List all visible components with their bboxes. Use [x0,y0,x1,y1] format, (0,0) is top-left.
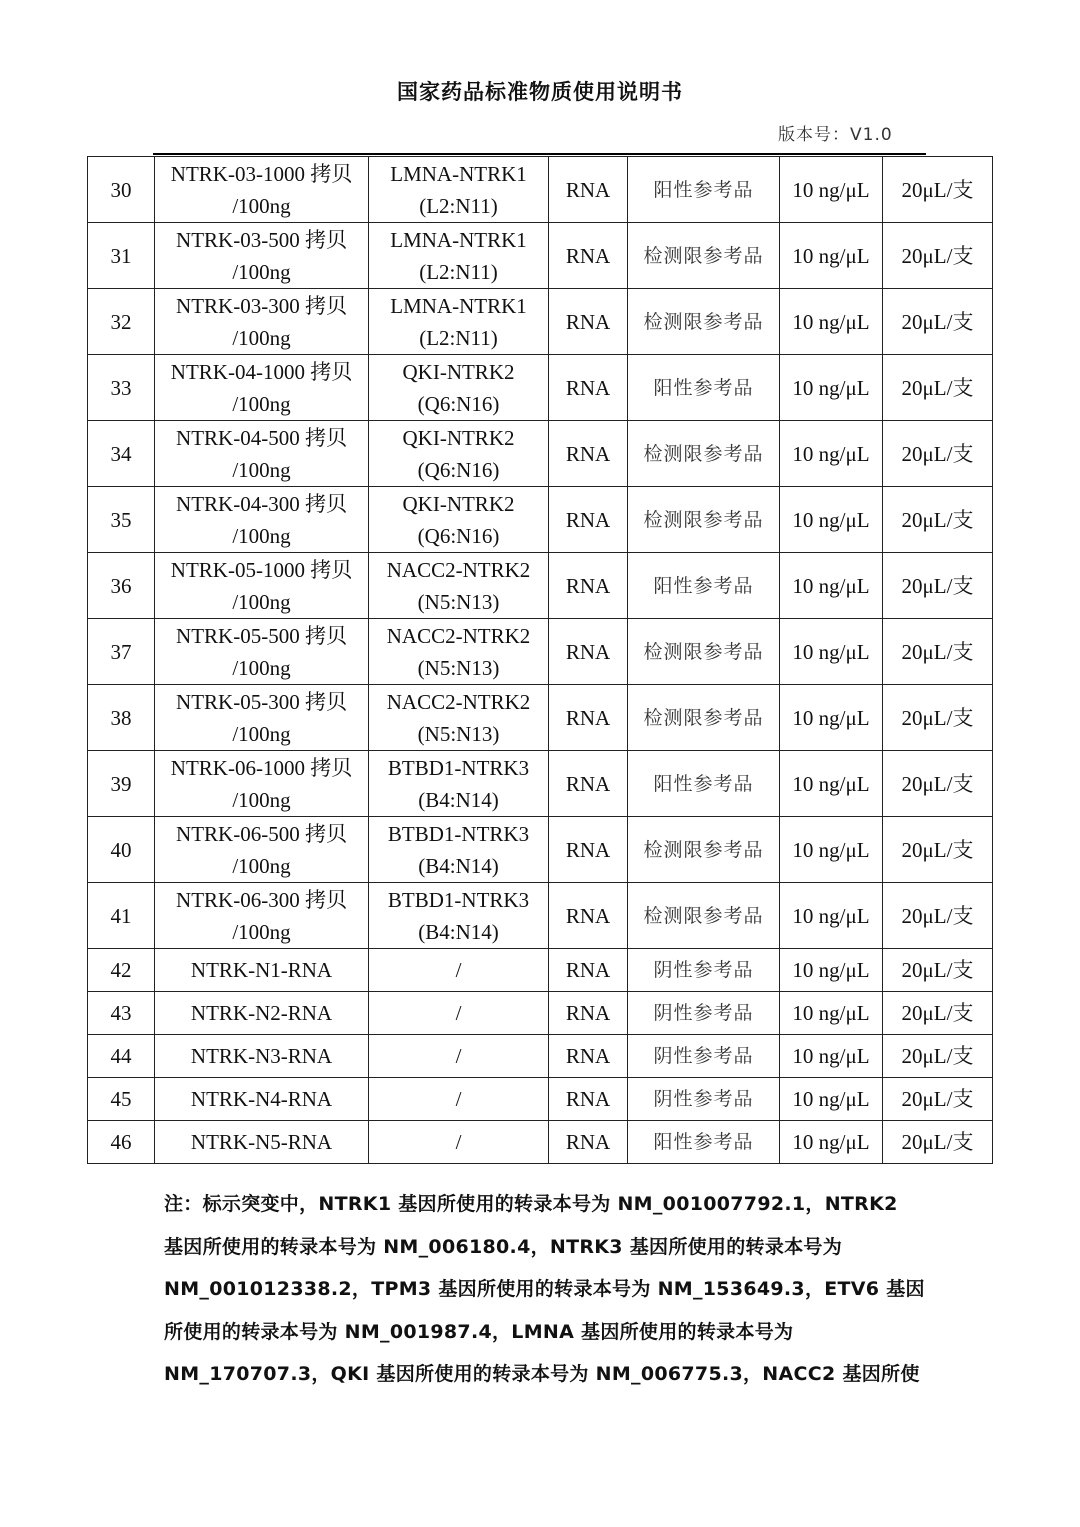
fusion-type-cell-text: LMNA-NTRK1 [390,161,527,186]
concentration-cell-text: 10 ng/μL [792,441,870,466]
sample-name-cell [155,949,369,992]
sample-name-cell-text: /100ng [232,259,291,284]
volume-cell [883,817,993,883]
category-cell [628,685,780,751]
volume-cell-text: 20μL/支 [901,903,974,928]
category-cell-text: 检测限参考品 [643,310,764,333]
row-number-cell [88,157,155,223]
table-row [88,289,993,355]
concentration-cell [780,1121,883,1164]
row-number-cell-text: 45 [110,1087,132,1111]
sample-name-cell-text: /100ng [232,325,291,350]
volume-cell-text: 20μL/支 [901,507,974,532]
fusion-type-cell [369,223,549,289]
category-cell [628,883,780,949]
concentration-cell-text: 10 ng/μL [792,639,870,664]
material-type-cell-text: RNA [565,639,611,664]
row-number-cell [88,223,155,289]
concentration-cell-text: 10 ng/μL [792,958,870,982]
category-cell-text: 检测限参考品 [643,904,764,927]
material-type-cell-text: RNA [565,507,611,532]
concentration-cell [780,421,883,487]
row-number-cell [88,751,155,817]
sample-name-cell-text: /100ng [232,457,291,482]
fusion-type-cell-text: (Q6:N16) [417,391,500,416]
category-cell [628,553,780,619]
volume-cell [883,1121,993,1164]
fusion-type-cell-text: (Q6:N16) [417,457,500,482]
sample-name-cell [155,751,369,817]
row-number-cell [88,619,155,685]
category-cell [628,421,780,487]
concentration-cell [780,289,883,355]
concentration-cell-text: 10 ng/μL [792,1001,870,1025]
sample-name-cell-text: NTRK-04-500 拷贝 [176,425,347,450]
sample-name-cell-text: NTRK-03-300 拷贝 [176,293,347,318]
material-type-cell-text: RNA [565,1130,611,1154]
row-number-cell [88,685,155,751]
fusion-type-cell [369,1035,549,1078]
category-cell [628,1035,780,1078]
row-number-cell-text: 43 [110,1001,132,1025]
volume-cell-text: 20μL/支 [901,837,974,862]
concentration-cell [780,1035,883,1078]
material-type-cell-text: RNA [565,1044,611,1068]
volume-cell-text: 20μL/支 [901,177,974,202]
row-number-cell [88,421,155,487]
fusion-type-cell [369,1078,549,1121]
document-title: 国家药品标准物质使用说明书 [397,80,683,104]
row-number-cell-text: 36 [110,573,132,598]
volume-cell-text: 20μL/支 [901,309,974,334]
concentration-cell [780,751,883,817]
material-type-cell-text: RNA [565,705,611,730]
material-type-cell-text: RNA [565,958,611,982]
material-type-cell [549,487,628,553]
fusion-type-cell [369,883,549,949]
volume-cell-text: 20μL/支 [901,1130,974,1154]
fusion-type-cell-text: / [455,1001,462,1025]
sample-name-cell-text: /100ng [232,655,291,680]
volume-cell [883,685,993,751]
category-cell [628,992,780,1035]
sample-name-cell-text: NTRK-04-300 拷贝 [176,491,347,516]
sample-name-cell-text: /100ng [232,853,291,878]
concentration-cell-text: 10 ng/μL [792,837,870,862]
material-type-cell-text: RNA [565,441,611,466]
concentration-cell [780,685,883,751]
fusion-type-cell-text: QKI-NTRK2 [402,359,515,384]
category-cell [628,487,780,553]
sample-name-cell-text: NTRK-06-300 拷贝 [176,887,347,912]
footnote [164,1183,925,1396]
row-number-cell [88,289,155,355]
table-row [88,1035,993,1078]
concentration-cell [780,553,883,619]
material-type-cell [549,421,628,487]
table-row [88,992,993,1035]
fusion-type-cell-text: / [455,958,462,982]
material-type-cell [549,355,628,421]
material-type-cell [549,619,628,685]
sample-name-cell [155,421,369,487]
concentration-cell [780,223,883,289]
fusion-type-cell-text: QKI-NTRK2 [402,491,515,516]
category-cell-text: 检测限参考品 [643,640,764,663]
category-cell [628,1121,780,1164]
sample-name-cell-text: /100ng [232,391,291,416]
concentration-cell [780,487,883,553]
row-number-cell-text: 44 [110,1044,132,1068]
fusion-type-cell [369,992,549,1035]
sample-name-cell [155,992,369,1035]
fusion-type-cell-text: (B4:N14) [418,853,499,878]
volume-cell [883,355,993,421]
sample-name-cell-text: /100ng [232,721,291,746]
table-row [88,1078,993,1121]
row-number-cell-text: 32 [110,309,132,334]
volume-cell-text: 20μL/支 [901,1044,974,1068]
row-number-cell [88,1078,155,1121]
material-type-cell [549,1078,628,1121]
volume-cell-text: 20μL/支 [901,705,974,730]
sample-name-cell-text: NTRK-05-500 拷贝 [176,623,347,648]
volume-cell-text: 20μL/支 [901,958,974,982]
material-type-cell [549,817,628,883]
fusion-type-cell-text: (N5:N13) [417,655,500,680]
volume-cell-text: 20μL/支 [901,639,974,664]
category-cell [628,949,780,992]
material-type-cell-text: RNA [565,573,611,598]
material-type-cell [549,289,628,355]
table-row [88,421,993,487]
concentration-cell-text: 10 ng/μL [792,573,870,598]
row-number-cell [88,949,155,992]
category-cell-text: 阳性参考品 [653,1131,754,1153]
material-type-cell-text: RNA [565,1087,611,1111]
category-cell [628,619,780,685]
concentration-cell-text: 10 ng/μL [792,375,870,400]
sample-name-cell [155,817,369,883]
fusion-type-cell-text: NACC2-NTRK2 [386,623,531,648]
fusion-type-cell [369,817,549,883]
sample-name-cell-text: NTRK-06-1000 拷贝 [170,755,353,780]
footnote-line: 所使用的转录本号为 NM_001987.4，LMNA 基因所使用的转录本号为 [164,1320,794,1343]
concentration-cell [780,992,883,1035]
table-row [88,157,993,223]
row-number-cell [88,992,155,1035]
row-number-cell-text: 41 [110,903,132,928]
fusion-type-cell [369,487,549,553]
fusion-type-cell-text: / [455,1130,462,1154]
material-type-cell-text: RNA [565,837,611,862]
table-row [88,685,993,751]
footnote-line: 注：标示突变中，NTRK1 基因所使用的转录本号为 NM_001007792.1，NTRK2 [164,1193,898,1215]
category-cell-text: 阴性参考品 [653,1002,754,1024]
fusion-type-cell [369,619,549,685]
concentration-cell [780,619,883,685]
fusion-type-cell-text: LMNA-NTRK1 [390,293,527,318]
row-number-cell [88,355,155,421]
sample-name-cell [155,1035,369,1078]
category-cell [628,751,780,817]
header-rule [153,153,926,155]
concentration-cell-text: 10 ng/μL [792,1087,870,1111]
material-type-cell [549,223,628,289]
concentration-cell [780,817,883,883]
material-type-cell-text: RNA [565,309,611,334]
concentration-cell-text: 10 ng/μL [792,309,870,334]
table-row [88,553,993,619]
fusion-type-cell [369,949,549,992]
sample-name-cell-text: /100ng [232,787,291,812]
concentration-cell-text: 10 ng/μL [792,705,870,730]
volume-cell [883,1035,993,1078]
fusion-type-cell-text: (B4:N14) [418,787,499,812]
sample-name-cell-text: NTRK-03-500 拷贝 [176,227,347,252]
sample-name-cell-text: NTRK-05-1000 拷贝 [170,557,353,582]
sample-name-cell [155,883,369,949]
concentration-cell-text: 10 ng/μL [792,507,870,532]
category-cell [628,223,780,289]
sample-name-cell [155,487,369,553]
fusion-type-cell [369,289,549,355]
fusion-type-cell-text: BTBD1-NTRK3 [387,821,530,846]
category-cell-text: 阳性参考品 [653,772,754,795]
volume-cell [883,883,993,949]
volume-cell-text: 20μL/支 [901,243,974,268]
fusion-type-cell-text: (L2:N11) [419,193,498,218]
sample-name-cell-text: /100ng [232,589,291,614]
table-row [88,619,993,685]
table-row [88,883,993,949]
sample-name-cell [155,553,369,619]
row-number-cell-text: 34 [110,441,132,466]
category-cell-text: 检测限参考品 [643,508,764,531]
footnote-line: NM_170707.3，QKI 基因所使用的转录本号为 NM_006775.3，NACC2 基因所使 [164,1363,920,1385]
sample-name-cell-text: NTRK-05-300 拷贝 [176,689,347,714]
fusion-type-cell [369,157,549,223]
material-type-cell-text: RNA [565,771,611,796]
row-number-cell-text: 40 [110,837,132,862]
table-row [88,1121,993,1164]
sample-name-cell [155,289,369,355]
fusion-type-cell-text: NACC2-NTRK2 [386,557,531,582]
sample-name-cell-text: /100ng [232,523,291,548]
volume-cell [883,289,993,355]
fusion-type-cell [369,751,549,817]
sample-name-cell-text: NTRK-N1-RNA [190,958,333,982]
concentration-cell [780,355,883,421]
table-row [88,223,993,289]
category-cell-text: 阴性参考品 [653,959,754,981]
sample-name-cell [155,1121,369,1164]
category-cell [628,817,780,883]
row-number-cell-text: 38 [110,705,132,730]
version-label: 版本号：V1.0 [778,125,893,145]
sample-name-cell-text: NTRK-N4-RNA [190,1087,333,1111]
category-cell-text: 阳性参考品 [653,574,754,597]
sample-name-cell-text: NTRK-04-1000 拷贝 [170,359,353,384]
concentration-cell [780,949,883,992]
concentration-cell [780,1078,883,1121]
category-cell-text: 检测限参考品 [643,706,764,729]
material-type-cell [549,157,628,223]
material-type-cell [549,685,628,751]
footnote-line: 基因所使用的转录本号为 NM_006180.4，NTRK3 基因所使用的转录本号为 [164,1235,843,1258]
volume-cell [883,157,993,223]
sample-name-cell [155,685,369,751]
sample-name-cell-text: NTRK-N3-RNA [190,1044,333,1068]
concentration-cell-text: 10 ng/μL [792,1130,870,1154]
volume-cell-text: 20μL/支 [901,573,974,598]
volume-cell-text: 20μL/支 [901,1001,974,1025]
sample-name-cell-text: /100ng [232,919,291,944]
category-cell [628,1078,780,1121]
table-row [88,817,993,883]
fusion-type-cell-text: QKI-NTRK2 [402,425,515,450]
concentration-cell-text: 10 ng/μL [792,1044,870,1068]
category-cell [628,355,780,421]
row-number-cell-text: 42 [110,958,132,982]
material-type-cell [549,1035,628,1078]
fusion-type-cell [369,421,549,487]
fusion-type-cell-text: (N5:N13) [417,721,500,746]
volume-cell [883,421,993,487]
material-type-cell-text: RNA [565,243,611,268]
material-type-cell-text: RNA [565,177,611,202]
table-row [88,949,993,992]
volume-cell [883,619,993,685]
volume-cell [883,553,993,619]
sample-name-cell-text: NTRK-N5-RNA [190,1130,333,1154]
fusion-type-cell-text: (B4:N14) [418,919,499,944]
volume-cell-text: 20μL/支 [901,375,974,400]
table-row [88,751,993,817]
volume-cell [883,1078,993,1121]
row-number-cell [88,1121,155,1164]
row-number-cell [88,487,155,553]
fusion-type-cell-text: (Q6:N16) [417,523,500,548]
concentration-cell-text: 10 ng/μL [792,903,870,928]
fusion-type-cell-text: BTBD1-NTRK3 [387,755,530,780]
fusion-type-cell-text: LMNA-NTRK1 [390,227,527,252]
category-cell-text: 阴性参考品 [653,1045,754,1067]
row-number-cell-text: 33 [110,375,132,400]
volume-cell-text: 20μL/支 [901,441,974,466]
fusion-type-cell-text: BTBD1-NTRK3 [387,887,530,912]
fusion-type-cell-text: (N5:N13) [417,589,500,614]
fusion-type-cell-text: NACC2-NTRK2 [386,689,531,714]
row-number-cell-text: 46 [110,1130,132,1154]
row-number-cell [88,883,155,949]
material-type-cell-text: RNA [565,903,611,928]
category-cell [628,157,780,223]
fusion-type-cell-text: / [455,1087,462,1111]
table-body [88,157,993,1164]
category-cell-text: 检测限参考品 [643,442,764,465]
sample-name-cell [155,355,369,421]
category-cell-text: 阴性参考品 [653,1088,754,1110]
fusion-type-cell-text: (L2:N11) [419,325,498,350]
concentration-cell [780,157,883,223]
sample-name-cell [155,223,369,289]
row-number-cell-text: 37 [110,639,132,664]
row-number-cell-text: 39 [110,771,132,796]
material-type-cell [549,751,628,817]
material-type-cell [549,883,628,949]
sample-name-cell-text: NTRK-06-500 拷贝 [176,821,347,846]
sample-name-cell [155,619,369,685]
material-type-cell-text: RNA [565,1001,611,1025]
concentration-cell [780,883,883,949]
sample-name-cell-text: /100ng [232,193,291,218]
volume-cell [883,949,993,992]
fusion-type-cell [369,1121,549,1164]
volume-cell-text: 20μL/支 [901,771,974,796]
table-row [88,487,993,553]
volume-cell [883,992,993,1035]
sample-name-cell-text: NTRK-03-1000 拷贝 [170,161,353,186]
sample-name-cell [155,1078,369,1121]
category-cell [628,289,780,355]
fusion-type-cell [369,355,549,421]
fusion-type-cell-text: / [455,1044,462,1068]
sample-name-cell-text: NTRK-N2-RNA [190,1001,333,1025]
category-cell-text: 阳性参考品 [653,376,754,399]
volume-cell [883,751,993,817]
table-row [88,355,993,421]
row-number-cell [88,553,155,619]
row-number-cell-text: 35 [110,507,132,532]
concentration-cell-text: 10 ng/μL [792,771,870,796]
volume-cell [883,487,993,553]
fusion-type-cell [369,685,549,751]
fusion-type-cell-text: (L2:N11) [419,259,498,284]
category-cell-text: 阳性参考品 [653,178,754,201]
concentration-cell-text: 10 ng/μL [792,243,870,268]
row-number-cell [88,817,155,883]
concentration-cell-text: 10 ng/μL [792,177,870,202]
material-type-cell [549,1121,628,1164]
row-number-cell [88,1035,155,1078]
volume-cell [883,223,993,289]
volume-cell-text: 20μL/支 [901,1087,974,1111]
material-type-cell [549,992,628,1035]
row-number-cell-text: 30 [110,177,132,202]
material-type-cell [549,949,628,992]
fusion-type-cell [369,553,549,619]
category-cell-text: 检测限参考品 [643,838,764,861]
material-type-cell [549,553,628,619]
reference-material-table [87,156,993,1164]
row-number-cell-text: 31 [110,243,132,268]
material-type-cell-text: RNA [565,375,611,400]
sample-name-cell [155,157,369,223]
footnote-line: NM_001012338.2，TPM3 基因所使用的转录本号为 NM_153649.3，ETV6 基因 [164,1278,925,1300]
category-cell-text: 检测限参考品 [643,244,764,267]
